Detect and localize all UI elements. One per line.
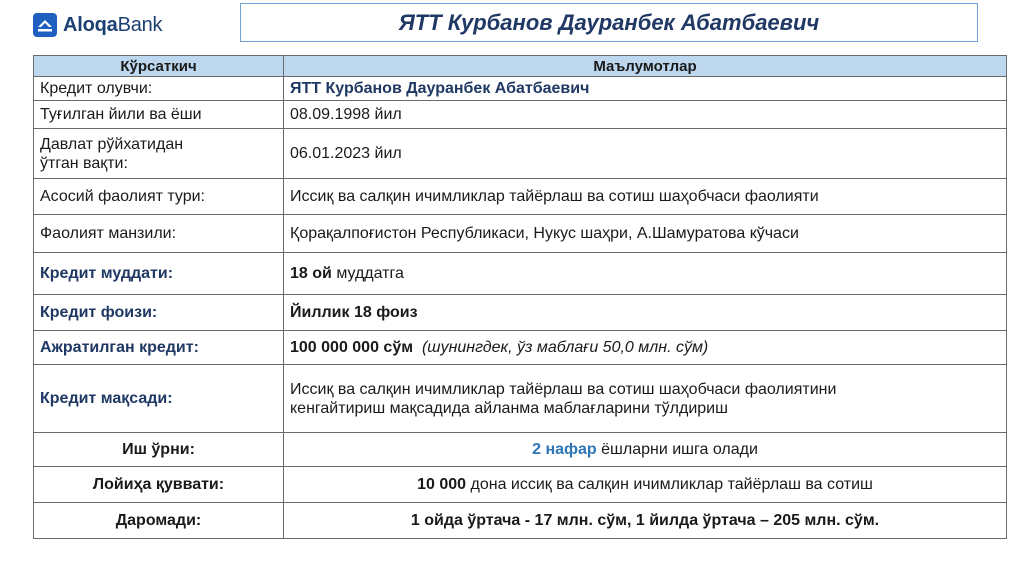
row-label: Туғилган йили ва ёши: [34, 101, 284, 129]
row-value: 08.09.1998 йил: [284, 101, 1007, 129]
row-label: Кредит олувчи:: [34, 77, 284, 101]
info-table: [33, 55, 1007, 539]
table-row: [34, 433, 1007, 467]
header-indicator: Кўрсаткич: [34, 56, 284, 77]
row-label-line: ўтган вақти:: [40, 154, 128, 172]
row-value-bold: 10 000: [417, 476, 467, 493]
row-label: Даромади:: [34, 503, 284, 539]
table-row: [34, 101, 1007, 129]
row-label: Иш ўрни:: [34, 433, 284, 467]
row-value-note: (шунингдек, ўз маблағи 50,0 млн. сўм): [421, 339, 709, 356]
table-header-row: [34, 56, 1007, 77]
row-value-rest: муддатга: [336, 265, 404, 282]
table-row: [34, 129, 1007, 179]
table-row: [34, 215, 1007, 253]
row-value-bold: 18 ой: [290, 265, 332, 282]
row-value: Қорақалпоғистон Республикаси, Нукус шаҳри, А.Шамуратова кўчаси: [284, 215, 1007, 253]
row-value: [284, 253, 1007, 295]
row-label-line: Давлат рўйхатидан: [40, 135, 184, 153]
row-label: Асосий фаолият тури:: [34, 179, 284, 215]
row-value-line: Иссиқ ва салқин ичимликлар тайёрлаш ва сотиш шаҳобчаси фаолиятини: [290, 380, 837, 398]
row-label: Фаолият манзили:: [34, 215, 284, 253]
row-value: ЯТТ Курбанов Дауранбек Абатбаевич: [284, 77, 1007, 101]
row-label: Лойиҳа қуввати:: [34, 467, 284, 503]
row-label: Кредит мақсади:: [34, 365, 284, 433]
table-row: [34, 467, 1007, 503]
row-label: Ажратилган кредит:: [34, 331, 284, 365]
table-row: [34, 295, 1007, 331]
row-value: [284, 331, 1007, 365]
row-value-accent: 2 нафар: [532, 441, 597, 458]
row-label: [34, 129, 284, 179]
table-row: [34, 77, 1007, 101]
header-information: Маълумотлар: [284, 56, 1007, 77]
row-value: [284, 467, 1007, 503]
row-value: [284, 365, 1007, 433]
logo-wordmark: [63, 14, 162, 37]
row-value-rest: ёшларни ишга олади: [601, 441, 758, 458]
bank-logo: [33, 11, 162, 39]
row-value-bold: 100 000 000 сўм: [290, 339, 414, 356]
table-row: [34, 253, 1007, 295]
row-label: Кредит муддати:: [34, 253, 284, 295]
table-row: [34, 331, 1007, 365]
table-row: [34, 179, 1007, 215]
row-value-line: кенгайтириш мақсадида айланма маблағларини тўлдириш: [290, 399, 728, 417]
title-box: [240, 3, 978, 42]
table-row: [34, 365, 1007, 433]
row-value: 06.01.2023 йил: [284, 129, 1007, 179]
logo-wordmark-suffix: Bank: [117, 13, 163, 36]
logo-wordmark-prefix: Aloqa: [63, 13, 118, 36]
row-value: [284, 433, 1007, 467]
aloqabank-logo-icon: [33, 13, 57, 37]
table-row: [34, 503, 1007, 539]
page-title: ЯТТ Курбанов Дауранбек Абатбаевич: [398, 9, 820, 35]
row-label: Кредит фоизи:: [34, 295, 284, 331]
row-value: Иссиқ ва салқин ичимликлар тайёрлаш ва сотиш шаҳобчаси фаолияти: [284, 179, 1007, 215]
row-value: Йиллик 18 фоиз: [284, 295, 1007, 331]
row-value-rest: дона иссиқ ва салқин ичимликлар тайёрлаш ва сотиш: [470, 476, 873, 493]
row-value: 1 ойда ўртача - 17 млн. сўм, 1 йилда ўртача – 205 млн. сўм.: [284, 503, 1007, 539]
